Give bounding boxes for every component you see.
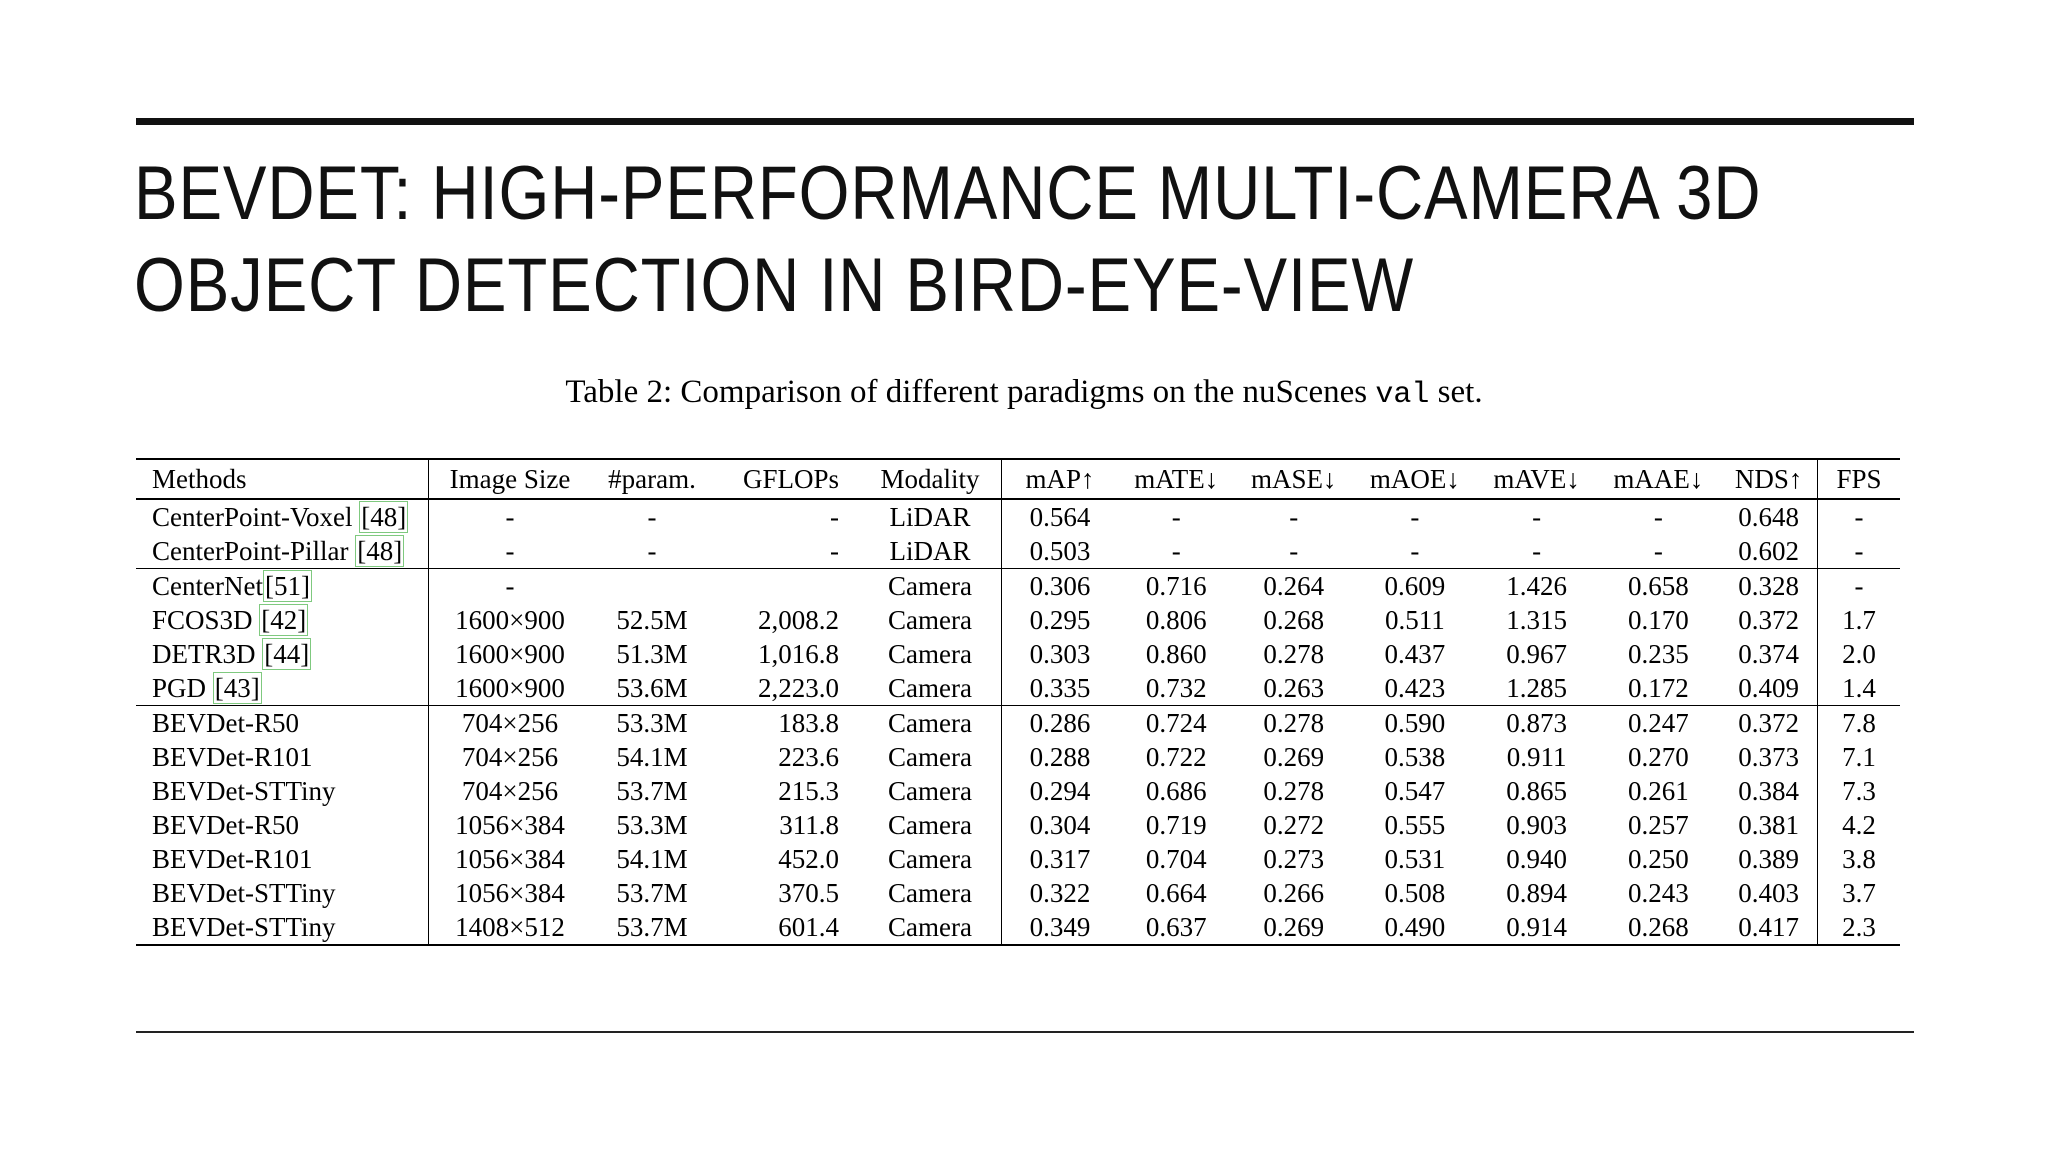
method-cell [136, 842, 429, 876]
header-cell: NDS↑ [1734, 464, 1803, 494]
table-cell: - [429, 499, 592, 534]
table-cell: 0.170 [1628, 605, 1689, 635]
slide-title-line2: OBJECT DETECTION IN BIRD-EYE-VIEW [134, 243, 1415, 328]
table-cell [713, 569, 859, 604]
table-cell: 2,223.0 [758, 673, 839, 703]
header-cell: mAP↑ [1002, 459, 1119, 499]
table-cell: 0.894 [1506, 878, 1568, 908]
table-cell: 7.1 [1818, 740, 1901, 774]
table-cell: - [1289, 502, 1299, 532]
table-cell: 0.335 [1002, 671, 1119, 706]
table-cell: 7.8 [1818, 706, 1901, 741]
slide-title-line1: BEVDET: HIGH-PERFORMANCE MULTI-CAMERA 3D [134, 151, 1762, 236]
table-row [136, 808, 1900, 842]
table-cell: 1.4 [1818, 671, 1901, 706]
table-cell: 0.264 [1263, 571, 1325, 601]
table-cell: 0.295 [1002, 603, 1119, 637]
table-cell: Camera [888, 639, 972, 669]
table-cell: 704×256 [429, 740, 592, 774]
table-cell: 0.317 [1002, 842, 1119, 876]
table-cell: 0.266 [1263, 878, 1325, 908]
table-cell: - [1171, 536, 1181, 566]
table-cell: - [1653, 536, 1663, 566]
table-cell: 0.372 [1738, 605, 1800, 635]
table-cell: 0.349 [1002, 910, 1119, 945]
table-cell: - [1410, 536, 1420, 566]
table-cell: - [1532, 536, 1542, 566]
table-cell: Camera [888, 878, 972, 908]
table-cell: 0.278 [1263, 776, 1325, 806]
citation-link[interactable]: [51] [264, 571, 310, 601]
table-cell: 0.270 [1628, 742, 1689, 772]
table-cell: Camera [888, 708, 972, 738]
citation-link[interactable]: [44] [264, 639, 310, 669]
table-cell: 52.5M [616, 605, 688, 635]
table-cell: 54.1M [616, 844, 688, 874]
table-cell: 2.3 [1818, 910, 1901, 945]
table-cell: 53.7M [616, 878, 688, 908]
method-cell [136, 603, 429, 637]
table-group-lidar [136, 499, 1900, 569]
method-cell [136, 774, 429, 808]
bottom-rule [136, 1031, 1914, 1033]
table-cell: 1600×900 [429, 603, 592, 637]
table-cell: 0.417 [1738, 912, 1800, 942]
table-cell: 0.732 [1145, 673, 1207, 703]
table-cell: 601.4 [778, 912, 839, 942]
method-name: CenterPoint-Pillar [152, 536, 356, 566]
table-cell: 2,008.2 [758, 605, 839, 635]
header-cell: mAOE↓ [1369, 464, 1460, 494]
table-row [136, 910, 1900, 945]
citation-link[interactable]: [42] [261, 605, 307, 635]
method-cell [136, 876, 429, 910]
method-cell [136, 808, 429, 842]
header-cell: mATE↓ [1134, 464, 1219, 494]
table-cell: - [1818, 499, 1901, 534]
table-cell: 1.426 [1506, 571, 1568, 601]
table-cell: 0.278 [1263, 639, 1325, 669]
table-cell: 0.704 [1145, 844, 1207, 874]
method-name: BEVDet-STTiny [152, 912, 336, 942]
table-row [136, 637, 1900, 671]
table-cell: 3.8 [1818, 842, 1901, 876]
table-cell: 0.423 [1384, 673, 1446, 703]
table-cell: 0.437 [1384, 639, 1446, 669]
table-cell: 0.664 [1145, 878, 1207, 908]
table-cell: 183.8 [778, 708, 839, 738]
table-row [136, 603, 1900, 637]
slide-title [134, 148, 1762, 332]
table-cell: 1056×384 [429, 808, 592, 842]
method-name: PGD [152, 673, 213, 703]
table-cell: 0.511 [1385, 605, 1445, 635]
table-cell: - [647, 536, 657, 566]
table-cell: LiDAR [889, 502, 971, 532]
method-cell [136, 706, 429, 741]
method-cell [136, 534, 429, 569]
table-cell: 704×256 [429, 706, 592, 741]
table-cell: 0.269 [1263, 742, 1325, 772]
table-cell: 4.2 [1818, 808, 1901, 842]
table-cell: 0.372 [1738, 708, 1800, 738]
method-cell [136, 740, 429, 774]
table-cell: 53.3M [616, 708, 688, 738]
table-cell: - [429, 569, 592, 604]
table-cell: 0.716 [1145, 571, 1207, 601]
header-cell: Methods [152, 464, 247, 494]
table-cell: 0.806 [1145, 605, 1207, 635]
table-cell: - [647, 502, 657, 532]
table-row [136, 774, 1900, 808]
table-cell: 0.261 [1628, 776, 1689, 806]
table-cell: 0.903 [1506, 810, 1568, 840]
table-cell: 0.272 [1263, 810, 1325, 840]
caption-code: val [1375, 378, 1430, 412]
table-cell: 53.7M [616, 776, 688, 806]
table-cell: 0.247 [1628, 708, 1689, 738]
table-cell: - [1410, 502, 1420, 532]
table-cell: 0.172 [1628, 673, 1689, 703]
table-cell: 1056×384 [429, 876, 592, 910]
table-cell: - [1818, 569, 1901, 604]
table-cell: 0.564 [1002, 499, 1119, 534]
table-cell: Camera [888, 673, 972, 703]
table-cell: 0.490 [1384, 912, 1446, 942]
table-cell: Camera [888, 810, 972, 840]
table-row [136, 671, 1900, 706]
header-cell: Modality [880, 464, 980, 494]
table-cell: 0.306 [1002, 569, 1119, 604]
table-cell: - [1289, 536, 1299, 566]
table-cell: 0.658 [1628, 571, 1689, 601]
header-cell: GFLOPs [742, 464, 839, 494]
table-cell: 0.911 [1506, 742, 1567, 772]
table-cell: 452.0 [778, 844, 839, 874]
method-name: BEVDet-R101 [152, 844, 313, 874]
method-name: CenterPoint-Voxel [152, 502, 360, 532]
table-cell: 0.286 [1002, 706, 1119, 741]
table-cell: 3.7 [1818, 876, 1901, 910]
table-cell: 53.3M [616, 810, 688, 840]
method-name: DETR3D [152, 639, 263, 669]
table-cell: 0.273 [1263, 844, 1325, 874]
table-cell: 0.590 [1384, 708, 1446, 738]
table-cell: 54.1M [616, 742, 688, 772]
table-cell: 0.409 [1738, 673, 1800, 703]
table-cell: 7.3 [1818, 774, 1901, 808]
method-name: BEVDet-R50 [152, 708, 299, 738]
table-cell: 0.637 [1145, 912, 1207, 942]
method-name: BEVDet-R101 [152, 742, 313, 772]
table-cell: - [1171, 502, 1181, 532]
table-cell: 0.531 [1384, 844, 1446, 874]
table-cell: 1.285 [1506, 673, 1568, 703]
citation-link[interactable]: [48] [357, 536, 403, 566]
table-cell: 0.940 [1506, 844, 1568, 874]
table-cell: 0.288 [1002, 740, 1119, 774]
table-row [136, 499, 1900, 534]
header-cell: mAAE↓ [1613, 464, 1704, 494]
table-cell: 1408×512 [429, 910, 592, 945]
table-cell: 1,016.8 [758, 639, 839, 669]
table-cell: Camera [888, 571, 972, 601]
header-row [136, 459, 1900, 499]
table-row [136, 876, 1900, 910]
table-caption [0, 374, 2048, 412]
table-cell: 0.555 [1384, 810, 1446, 840]
method-cell [136, 910, 429, 945]
table-group-bevdet [136, 706, 1900, 946]
table-cell: 0.322 [1002, 876, 1119, 910]
table-cell: LiDAR [889, 536, 971, 566]
table-cell: 0.250 [1628, 844, 1689, 874]
table-cell: 1.315 [1506, 605, 1568, 635]
method-name: FCOS3D [152, 605, 260, 635]
caption-prefix: Table 2: Comparison of different paradigms on the nuScenes [565, 374, 1376, 410]
method-name: BEVDet-STTiny [152, 776, 336, 806]
table-cell: 0.648 [1738, 502, 1800, 532]
citation-link[interactable]: [48] [361, 502, 407, 532]
table-group-camera-baselines [136, 569, 1900, 706]
table-cell: 0.873 [1506, 708, 1568, 738]
table-cell: 0.268 [1263, 605, 1325, 635]
table-cell: 0.865 [1506, 776, 1568, 806]
header-cell: mAVE↓ [1493, 464, 1580, 494]
table-cell: 0.374 [1738, 639, 1800, 669]
table-cell: 0.257 [1628, 810, 1689, 840]
table-cell: - [830, 502, 839, 532]
table-row [136, 706, 1900, 741]
table-cell: Camera [888, 742, 972, 772]
caption-suffix: set. [1429, 374, 1483, 410]
table-cell: 53.6M [616, 673, 688, 703]
table-cell: 51.3M [616, 639, 688, 669]
citation-link[interactable]: [43] [214, 673, 260, 703]
table-cell: 0.686 [1145, 776, 1207, 806]
table-cell: 0.381 [1738, 810, 1800, 840]
table-cell: Camera [888, 605, 972, 635]
top-rule [136, 118, 1914, 125]
table-cell: 0.278 [1263, 708, 1325, 738]
table-cell: - [830, 536, 839, 566]
table-row [136, 534, 1900, 569]
table-cell: 0.384 [1738, 776, 1800, 806]
table-cell: 0.263 [1263, 673, 1325, 703]
table-row [136, 569, 1900, 604]
table-row [136, 842, 1900, 876]
table-cell: 1.7 [1818, 603, 1901, 637]
method-cell [136, 569, 429, 604]
table-cell: 0.547 [1384, 776, 1446, 806]
header-cell: Image Size [429, 459, 592, 499]
table-cell: 0.269 [1263, 912, 1325, 942]
table-cell: 0.389 [1738, 844, 1800, 874]
table-cell: - [1818, 534, 1901, 569]
table-cell: Camera [888, 844, 972, 874]
table-cell: 0.294 [1002, 774, 1119, 808]
table-cell: 0.722 [1145, 742, 1207, 772]
method-name: BEVDet-STTiny [152, 878, 336, 908]
table-cell: 370.5 [778, 878, 839, 908]
table-cell: 1056×384 [429, 842, 592, 876]
table-cell: 223.6 [778, 742, 839, 772]
table-cell: 0.609 [1384, 571, 1446, 601]
table-cell: 2.0 [1818, 637, 1901, 671]
table-cell: Camera [888, 776, 972, 806]
table-cell: 0.967 [1506, 639, 1568, 669]
method-cell [136, 671, 429, 706]
table-cell: 0.403 [1738, 878, 1800, 908]
table-cell: 0.914 [1506, 912, 1568, 942]
method-name: CenterNet [152, 571, 263, 601]
table-cell: 0.508 [1384, 878, 1446, 908]
table-row [136, 740, 1900, 774]
table-cell: 1600×900 [429, 671, 592, 706]
table-cell: - [429, 534, 592, 569]
table-cell: 0.303 [1002, 637, 1119, 671]
table-cell: 0.860 [1145, 639, 1207, 669]
table-cell: 0.243 [1628, 878, 1689, 908]
table-cell: 0.268 [1628, 912, 1689, 942]
table-cell: - [1532, 502, 1542, 532]
table-cell: - [1653, 502, 1663, 532]
table-cell: 0.304 [1002, 808, 1119, 842]
table-cell: 1600×900 [429, 637, 592, 671]
table-cell [591, 569, 713, 604]
table-cell: 0.719 [1145, 810, 1207, 840]
table-cell: 0.328 [1738, 571, 1800, 601]
table-cell: 704×256 [429, 774, 592, 808]
table-cell: 0.235 [1628, 639, 1689, 669]
method-cell [136, 637, 429, 671]
table-cell: 311.8 [779, 810, 839, 840]
table-cell: Camera [888, 912, 972, 942]
table-cell: 0.724 [1145, 708, 1207, 738]
table-cell: 0.538 [1384, 742, 1446, 772]
table-cell: 0.602 [1738, 536, 1800, 566]
table-cell: 0.503 [1002, 534, 1119, 569]
header-cell: mASE↓ [1251, 464, 1337, 494]
method-name: BEVDet-R50 [152, 810, 299, 840]
table-cell: 53.7M [616, 912, 688, 942]
header-cell: #param. [608, 464, 696, 494]
header-cell: FPS [1818, 459, 1901, 499]
method-cell [136, 499, 429, 534]
table-cell: 215.3 [778, 776, 839, 806]
comparison-table [136, 458, 1900, 946]
table-cell: 0.373 [1738, 742, 1800, 772]
